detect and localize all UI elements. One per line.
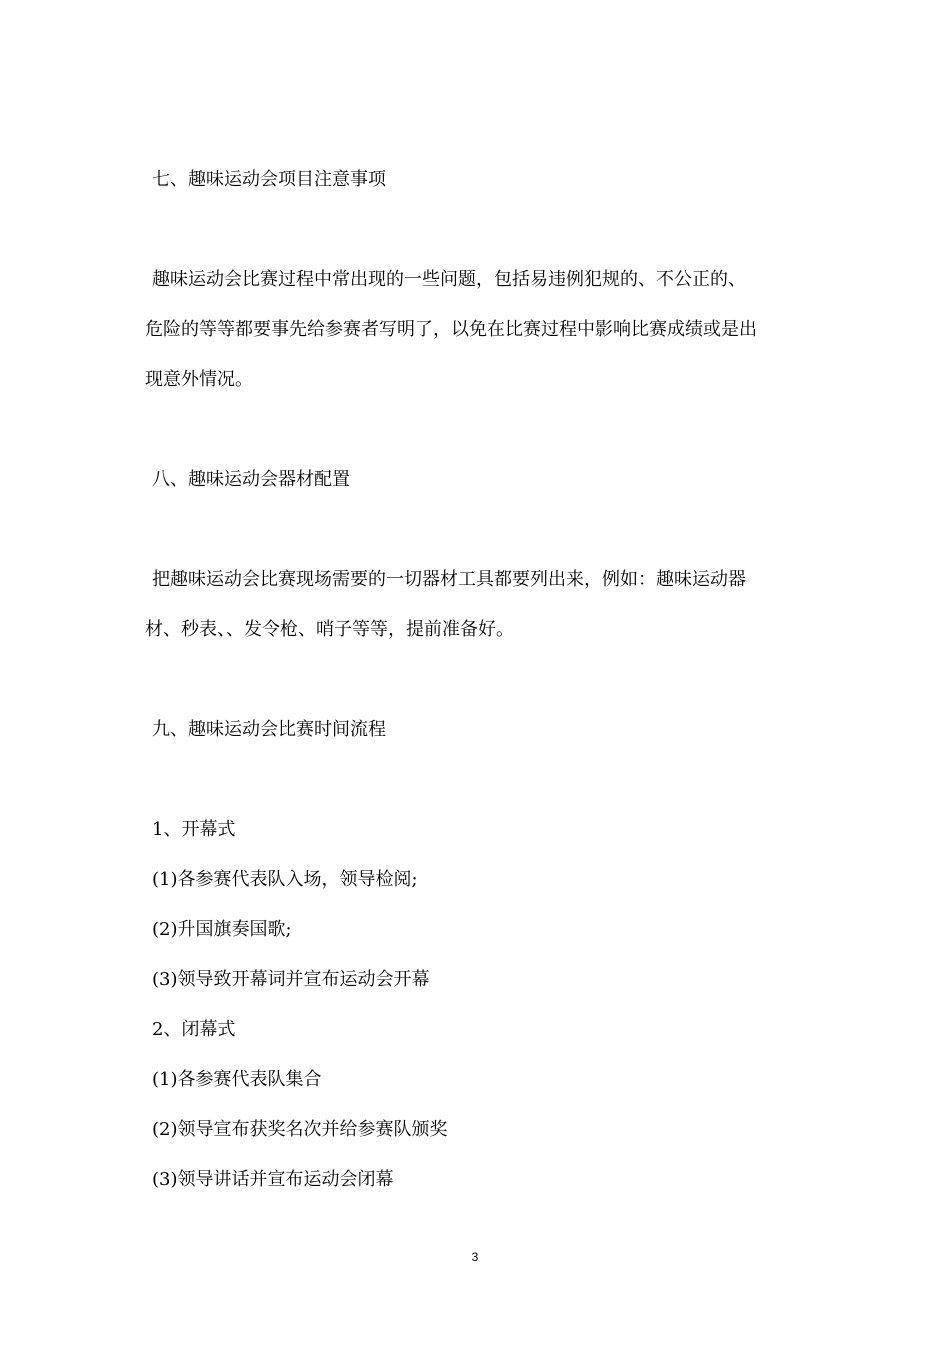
section-7-paragraph-line-1: 趣味运动会比赛过程中常出现的一些问题，包括易违例犯规的、不公正的、	[152, 269, 746, 290]
opening-item-2: (2)升国旗奏国歌;	[152, 919, 292, 940]
opening-item-1: (1)各参赛代表队入场，领导检阅;	[152, 869, 418, 890]
closing-item-2: (2)领导宣布获奖名次并给参赛队颁奖	[152, 1119, 448, 1140]
opening-item-3: (3)领导致开幕词并宣布运动会开幕	[152, 969, 430, 990]
section-7-paragraph-line-3: 现意外情况。	[145, 369, 253, 390]
section-8-paragraph-line-2: 材、秒表、、发令枪、哨子等等，提前准备好。	[145, 619, 514, 640]
page-number: 3	[471, 1250, 479, 1264]
opening-ceremony-title: 1、开幕式	[152, 819, 236, 840]
closing-ceremony-title: 2、闭幕式	[152, 1019, 236, 1040]
section-7-heading: 七、趣味运动会项目注意事项	[152, 169, 386, 190]
closing-item-1: (1)各参赛代表队集合	[152, 1069, 322, 1090]
section-8-heading: 八、趣味运动会器材配置	[152, 469, 350, 490]
closing-item-3: (3)领导讲话并宣布运动会闭幕	[152, 1169, 394, 1190]
section-9-heading: 九、趣味运动会比赛时间流程	[152, 719, 386, 740]
section-8-paragraph-line-1: 把趣味运动会比赛现场需要的一切器材工具都要列出来，例如：趣味运动器	[152, 569, 746, 590]
section-7-paragraph-line-2: 危险的等等都要事先给参赛者写明了，以免在比赛过程中影响比赛成绩或是出	[145, 319, 757, 340]
